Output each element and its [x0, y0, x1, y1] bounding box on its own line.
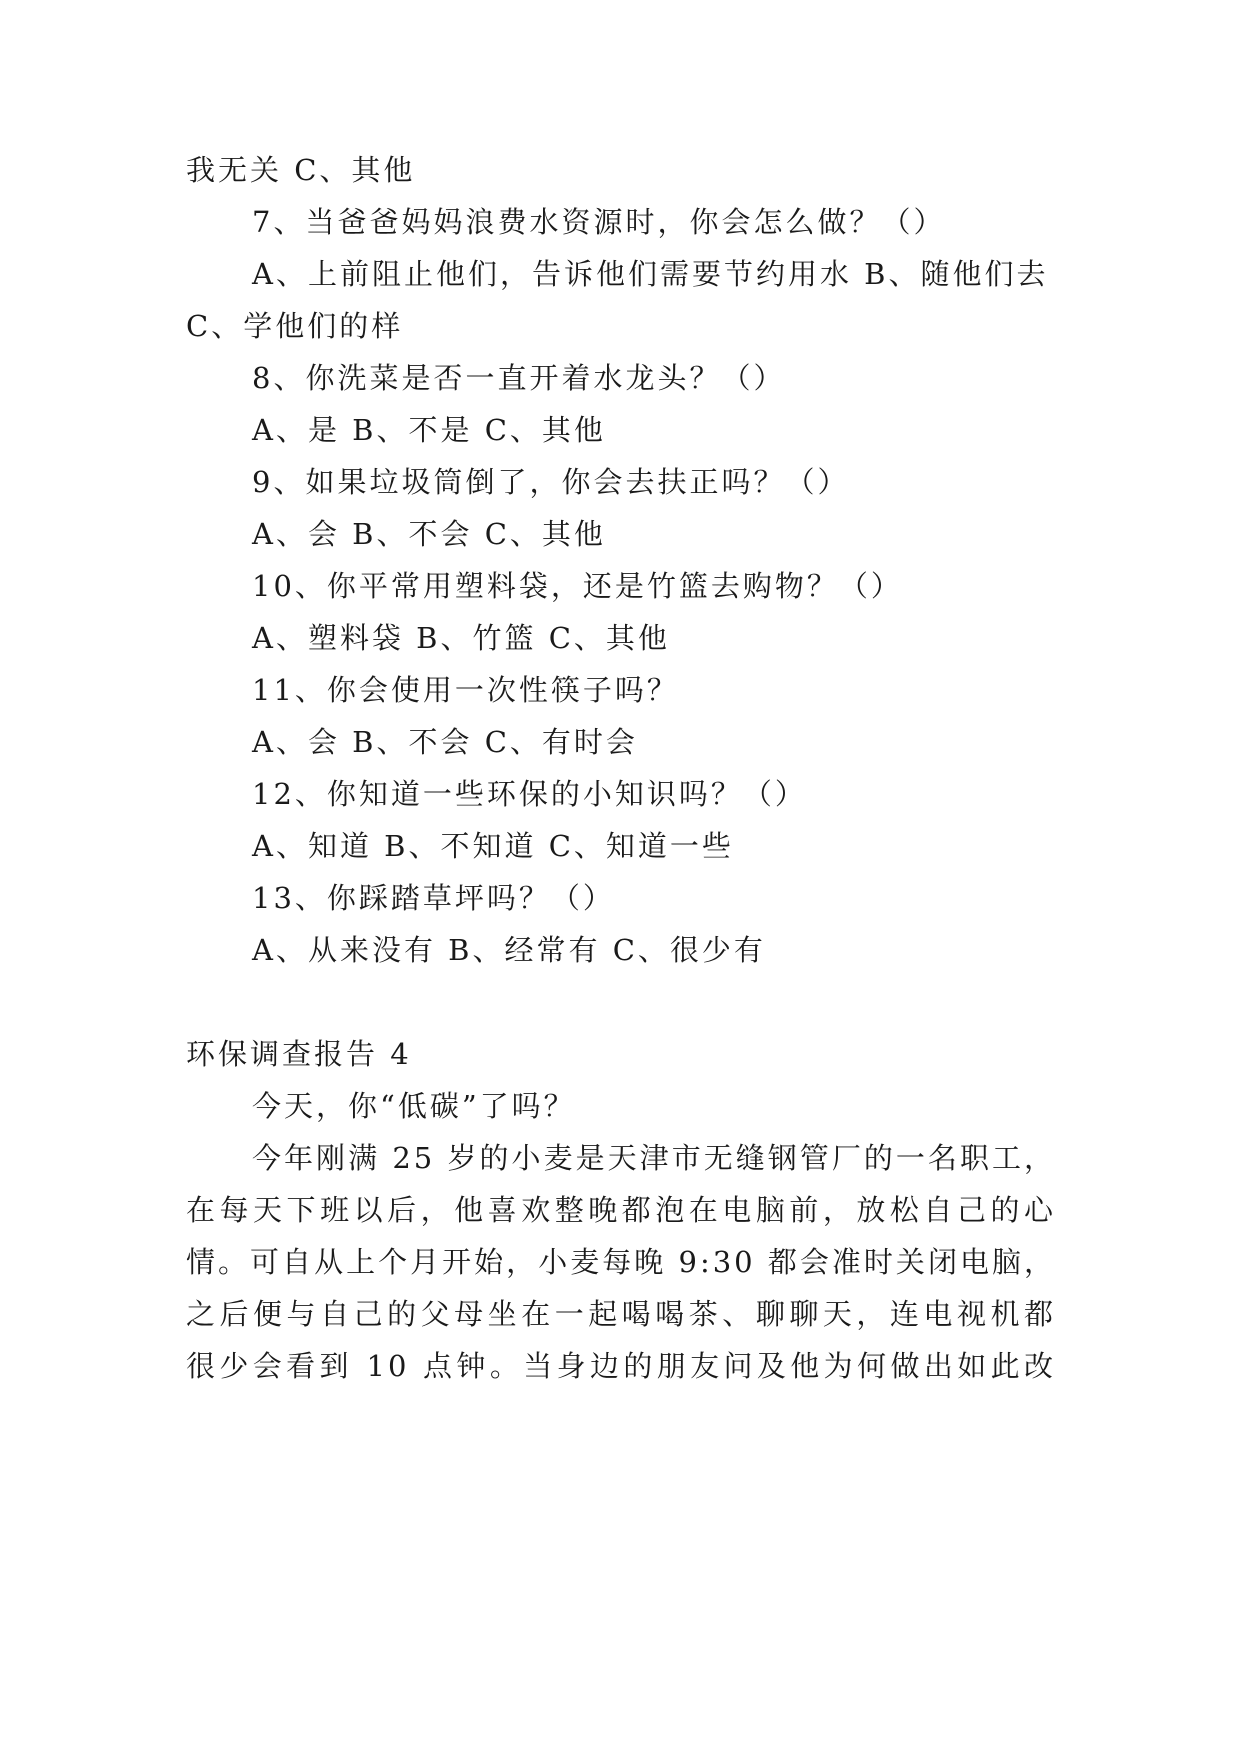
paragraph-line: 情。可自从上个月开始，小麦每晚 9:30 都会准时关闭电脑， — [186, 1245, 1056, 1279]
options-12: A、知道 B、不知道 C、知道一些 — [252, 829, 734, 863]
options-8: A、是 B、不是 C、其他 — [252, 413, 606, 447]
question-10: 10、你平常用塑料袋，还是竹篮去购物？（） — [252, 569, 903, 603]
question-13: 13、你踩踏草坪吗？（） — [252, 881, 615, 915]
question-9: 9、如果垃圾筒倒了，你会去扶正吗？（） — [252, 465, 850, 499]
options-10: A、塑料袋 B、竹篮 C、其他 — [252, 621, 670, 655]
paragraph-line: 之后便与自己的父母坐在一起喝喝茶、聊聊天，连电视机都 — [186, 1297, 1056, 1331]
options-7: A、上前阻止他们，告诉他们需要节约用水 B、随他们去 — [252, 257, 1049, 291]
question-7: 7、当爸爸妈妈浪费水资源时，你会怎么做？（） — [252, 205, 946, 239]
paragraph-line: 很少会看到 10 点钟。当身边的朋友问及他为何做出如此改 — [186, 1349, 1056, 1383]
paragraph-line: 在每天下班以后，他喜欢整晚都泡在电脑前，放松自己的心 — [186, 1193, 1056, 1227]
options-11: A、会 B、不会 C、有时会 — [252, 725, 638, 759]
question-11: 11、你会使用一次性筷子吗？ — [252, 673, 679, 707]
question-8: 8、你洗菜是否一直开着水龙头？（） — [252, 361, 786, 395]
options-13: A、从来没有 B、经常有 C、很少有 — [252, 933, 766, 967]
section-heading: 环保调查报告 4 — [186, 1037, 412, 1071]
options-9: A、会 B、不会 C、其他 — [252, 517, 606, 551]
options-7-cont: C、学他们的样 — [186, 309, 404, 343]
paragraph-line: 今年刚满 25 岁的小麦是天津市无缝钢管厂的一名职工， — [252, 1141, 1056, 1175]
question-12: 12、你知道一些环保的小知识吗？（） — [252, 777, 807, 811]
text-line: 我无关 C、其他 — [186, 153, 416, 187]
article-title: 今天，你“低碳”了吗？ — [252, 1089, 576, 1123]
